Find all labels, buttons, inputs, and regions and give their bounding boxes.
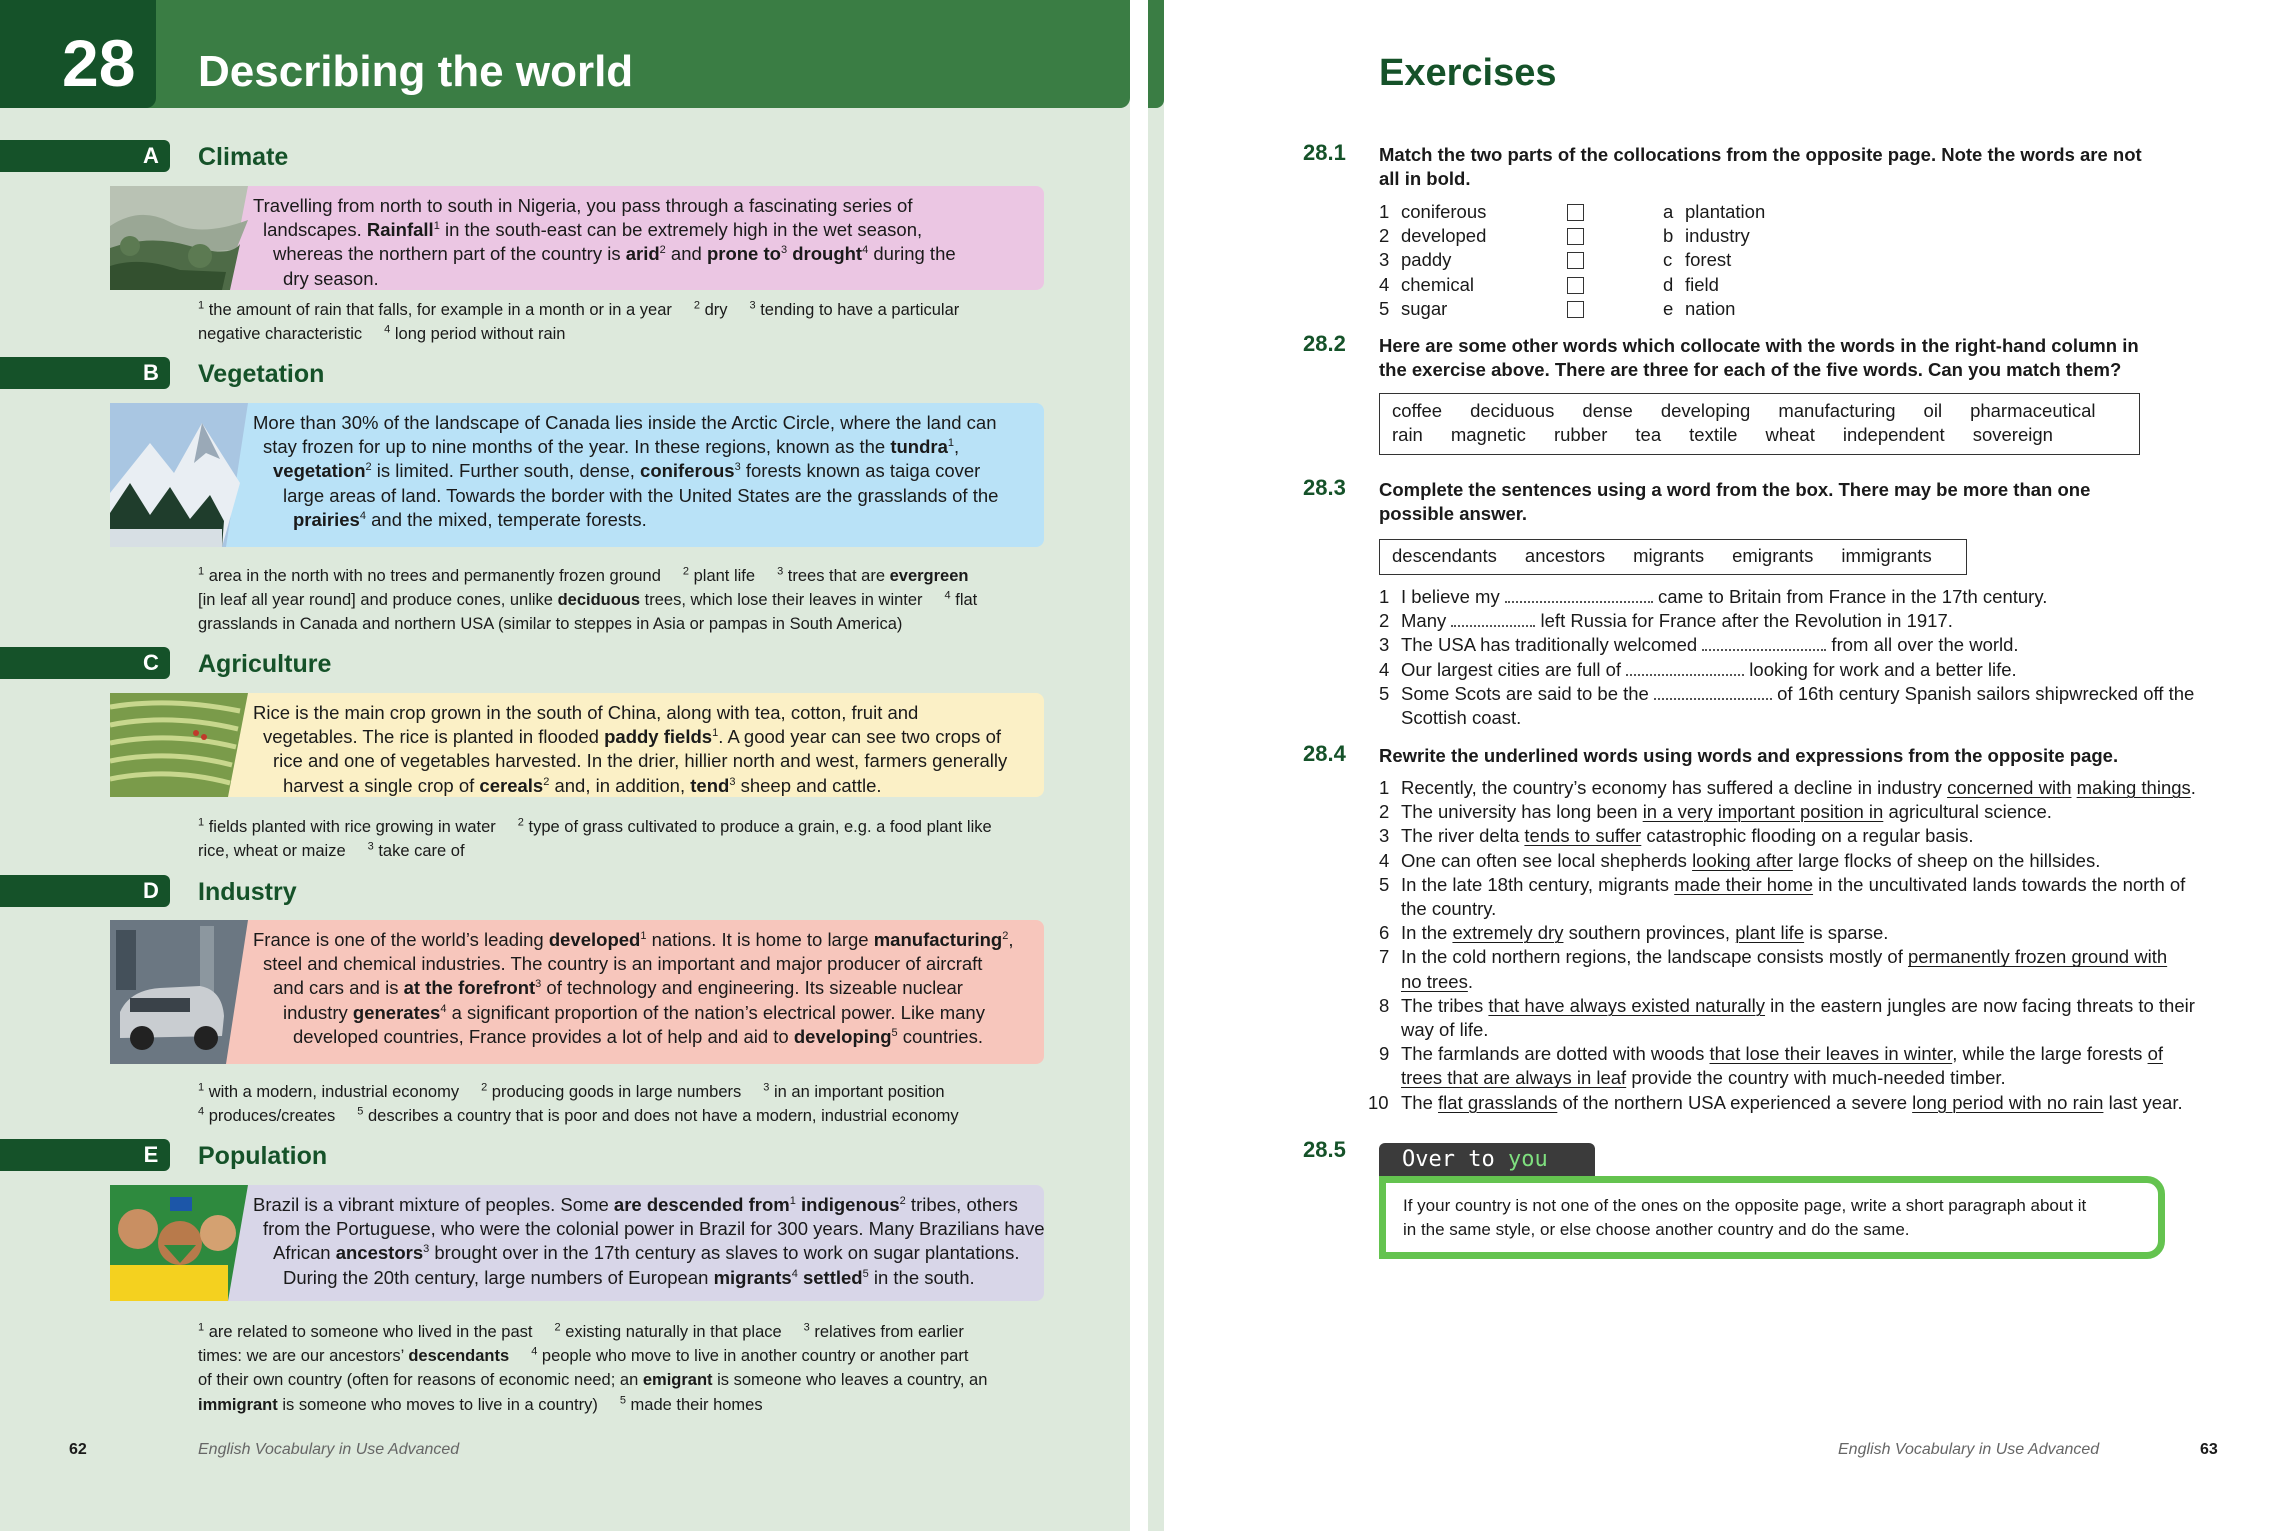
paragraph-line: Brazil is a vibrant mixture of peoples. Some are descended from$^1$ indigenous$^2$ tribes, others [253, 1194, 1018, 1215]
word-option: independent [1842, 424, 1945, 446]
gap-fill-sentence: 3 The USA has traditionally welcomed from all over the world. [1379, 634, 2019, 656]
paragraph-line: harvest a single crop of cereals$^2$ and, in addition, tend$^3$ sheep and cattle. [283, 774, 882, 796]
blank-field[interactable] [1654, 686, 1772, 700]
unit-title: Describing the world [198, 47, 634, 96]
rewrite-sentence-line: 7 In the cold northern regions, the landscape consists mostly of permanently frozen ground with [1379, 946, 2168, 968]
rewrite-sentence-line: 6 In the extremely dry southern provinces, plant life is sparse. [1379, 922, 1889, 944]
paragraph-line: African ancestors$^3$ brought over in the 17th century as slaves to work on sugar plantations. [273, 1242, 1020, 1264]
section-b-paragraph [253, 411, 1029, 532]
footnote-line: rice, wheat or maize $^3$ take care of [198, 840, 465, 861]
car-factory-photo [110, 920, 248, 1064]
section-e-footnotes [198, 1320, 1058, 1417]
section-c-textbox [110, 693, 1044, 797]
over-to-you-text [1403, 1194, 2086, 1242]
section-d-bar [0, 875, 170, 907]
word-option: deciduous [1470, 400, 1555, 421]
word-row [1392, 423, 2127, 447]
right-page-header-tab [1148, 0, 1164, 108]
paragraph-line: prairies$^4$ and the mixed, temperate forests. [293, 508, 647, 530]
paragraph-line: landscapes. Rainfall$^1$ in the south-east can be extremely high in the wet season, [263, 219, 923, 241]
section-a-bar [0, 140, 170, 172]
word-option: rain [1392, 424, 1423, 446]
rewrite-sentence-line: 10 The flat grasslands of the northern USA experienced a severe long period with no rain last year. [1368, 1091, 2183, 1113]
over-to-you-tab [1379, 1143, 1595, 1176]
match-right-item: b industry [1663, 225, 1750, 247]
footnote-line: [in leaf all year round] and produce cones, unlike deciduous trees, which lose their leaves in winter $^4$ flat [198, 589, 978, 610]
footnote-line: negative characteristic $^4$ long period without rain [198, 323, 566, 344]
word-option: ancestors [1524, 545, 1606, 566]
paragraph-line: rice and one of vegetables harvested. In the drier, hillier north and west, farmers generally [273, 750, 1008, 772]
section-title-vegetation: Vegetation [198, 360, 325, 388]
exercise-number: 28.3 [1303, 475, 1346, 500]
right-page-number: 63 [2200, 1441, 2218, 1458]
gap-fill-sentence: 2 Many left Russia for France after the Revolution in 1917. [1379, 610, 1953, 632]
paragraph-line: During the 20th century, large numbers of European migrants$^4$ settled$^5$ in the south. [283, 1266, 975, 1288]
section-a-paragraph [253, 194, 1029, 291]
rewrite-sentence-line: 1 Recently, the country’s economy has suffered a decline in industry concerned with making things. [1379, 777, 2196, 798]
footnote-line: of their own country (often for reasons of economic need; an emigrant is someone who leaves a country, an [198, 1371, 988, 1390]
section-c-footnotes [198, 815, 1058, 863]
rewrite-sentence-line: 9 The farmlands are dotted with woods that lose their leaves in winter, while the large forests of [1379, 1043, 2163, 1065]
gutter-strip [1148, 0, 1164, 1531]
exercise-28-2-instructions [1379, 334, 2179, 382]
exercise-number: 28.1 [1303, 140, 1346, 165]
blank-field[interactable] [1505, 589, 1653, 603]
word-option: emigrants [1732, 545, 1814, 566]
instruction-line: all in bold. [1379, 168, 1471, 190]
left-book-title: English Vocabulary in Use Advanced [198, 1441, 460, 1458]
gap-fill-sentence: 1 I believe my came to Britain from France in the 17th century. [1379, 586, 2048, 607]
paragraph-line: large areas of land. Towards the border with the United States are the grasslands of the [283, 484, 999, 506]
answer-checkbox[interactable] [1567, 301, 1584, 318]
paragraph-line: from the Portuguese, who were the colonial power in Brazil for 300 years. Many Brazilians have [263, 1218, 1045, 1240]
rewrite-sentence-line: 5 In the late 18th century, migrants made their home in the uncultivated lands towards the north of [1379, 873, 2186, 895]
instruction-line: If your country is not one of the ones on the opposite page, write a short paragraph about it [1403, 1196, 2087, 1215]
paragraph-line: Rice is the main crop grown in the south of China, along with tea, cotton, fruit and [253, 702, 919, 723]
exercise-28-2-word-box [1379, 393, 2140, 455]
exercise-28-1-instructions [1379, 143, 2179, 191]
section-b-textbox [110, 403, 1044, 547]
section-title-population: Population [198, 1142, 328, 1170]
word-option: descendants [1392, 545, 1497, 566]
word-option: immigrants [1841, 545, 1932, 566]
brazilian-fans-photo [110, 1185, 248, 1301]
match-left-item: 5 sugar [1379, 297, 1448, 319]
answer-checkbox[interactable] [1567, 277, 1584, 294]
section-title-agriculture: Agriculture [198, 650, 332, 678]
word-option: pharmaceutical [1970, 400, 2096, 421]
section-a-textbox [110, 186, 1044, 290]
footnote-line: $^1$ with a modern, industrial economy $^2$ producing goods in large numbers $^3$ in an important position [198, 1081, 945, 1101]
paragraph-line: More than 30% of the landscape of Canada lies inside the Arctic Circle, where the land can [253, 412, 997, 433]
blank-field[interactable] [1451, 613, 1535, 627]
exercises-title: Exercises [1379, 52, 1557, 94]
word-option: sovereign [1972, 424, 2053, 446]
instruction-line: possible answer. [1379, 503, 1528, 525]
instruction-line: Rewrite the underlined words using words and expressions from the opposite page. [1379, 745, 2119, 766]
section-d-textbox [110, 920, 1044, 1064]
instruction-line: Here are some other words which collocate with the words in the right-hand column in [1379, 335, 2139, 356]
gap-fill-continuation: Scottish coast. [1401, 707, 1522, 728]
paragraph-line: steel and chemical industries. The country is an important and major producer of aircraft [263, 953, 983, 975]
word-option: manufacturing [1778, 400, 1896, 421]
instruction-line: the exercise above. There are three for each of the five words. Can you match them? [1379, 359, 2122, 381]
section-letter: E [143, 1142, 159, 1167]
instruction-line: Complete the sentences using a word from the box. There may be more than one [1379, 479, 2091, 500]
instruction-line: Match the two parts of the collocations from the opposite page. Note the words are not [1379, 144, 2142, 165]
answer-checkbox[interactable] [1567, 228, 1584, 245]
right-book-title: English Vocabulary in Use Advanced [1838, 1441, 2100, 1458]
section-d-footnotes [198, 1080, 1058, 1128]
rewrite-sentence-line: the country. [1401, 898, 1497, 919]
footnote-line: $^4$ produces/creates $^5$ describes a country that is poor and does not have a modern, industrial economy [198, 1105, 959, 1126]
over-to-label: Over to [1402, 1147, 1508, 1172]
rewrite-sentence-line: 4 One can often see local shepherds looking after large flocks of sheep on the hillsides. [1379, 849, 2101, 871]
word-option: coffee [1392, 400, 1443, 421]
misty-forest-photo [110, 186, 248, 290]
word-option: dense [1582, 400, 1633, 421]
section-e-paragraph [253, 1193, 1045, 1290]
section-letter: B [143, 360, 159, 385]
exercise-number: 28.4 [1303, 741, 1346, 766]
word-option: magnetic [1450, 424, 1526, 446]
section-b-footnotes [198, 564, 1058, 637]
paragraph-line: and cars and is at the forefront$^3$ of technology and engineering. Its sizeable nuclear [273, 977, 963, 999]
section-title-industry: Industry [198, 878, 297, 906]
paragraph-line: vegetation$^2$ is limited. Further south, dense, coniferous$^3$ forests known as taiga cover [273, 460, 981, 482]
exercise-number: 28.5 [1303, 1137, 1346, 1162]
section-letter: C [143, 650, 159, 675]
exercise-28-3-instructions [1379, 478, 2179, 526]
rewrite-sentence-line: 3 The river delta tends to suffer catastrophic flooding on a regular basis. [1379, 825, 1974, 847]
exercise-number: 28.2 [1303, 331, 1346, 356]
word-option: rubber [1553, 424, 1608, 446]
paragraph-line: industry generates$^4$ a significant proportion of the nation’s electrical power. Like many [283, 1001, 985, 1023]
exercise-28-4-instructions [1379, 744, 2179, 768]
exercise-28-3-word-box [1379, 539, 1967, 575]
footnote-line: grasslands in Canada and northern USA (similar to steppes in Asia or pampas in South America) [198, 615, 903, 634]
left-page-number: 62 [69, 1441, 87, 1458]
footnote-line: $^1$ fields planted with rice growing in water $^2$ type of grass cultivated to produce a grain, e.g. a food plant like [198, 816, 992, 836]
answer-checkbox[interactable] [1567, 204, 1584, 221]
match-right-item: a plantation [1663, 201, 1766, 222]
footnote-line: $^1$ are related to someone who lived in the past $^2$ existing naturally in that place $^3$ relatives from earlier [198, 1321, 964, 1341]
word-option: tea [1635, 424, 1662, 446]
section-letter: D [143, 878, 159, 903]
paragraph-line: stay frozen for up to nine months of the year. In these regions, known as the tundra$^1$, [263, 436, 960, 458]
section-b-bar [0, 357, 170, 389]
footnote-line: times: we are our ancestors’ descendants $^4$ people who move to live in another country or another part [198, 1345, 969, 1366]
section-letter: A [143, 143, 159, 168]
section-c-paragraph [253, 701, 1029, 798]
instruction-line: in the same style, or else choose another country and do the same. [1403, 1220, 1910, 1239]
section-e-bar [0, 1139, 170, 1171]
section-c-bar [0, 647, 170, 679]
word-option: oil [1923, 400, 1943, 421]
answer-checkbox[interactable] [1567, 252, 1584, 269]
gap-fill-sentence: 5 Some Scots are said to be the of 16th century Spanish sailors shipwrecked off the [1379, 682, 2195, 704]
rewrite-sentence-line: 2 The university has long been in a very important position in agricultural science. [1379, 801, 2052, 823]
match-left-item: 1 coniferous [1379, 201, 1487, 222]
blank-field[interactable] [1626, 662, 1744, 676]
paragraph-line: vegetables. The rice is planted in flooded paddy fields$^1$. A good year can see two crops of [263, 726, 1001, 748]
section-e-textbox [110, 1185, 1044, 1301]
paragraph-line: France is one of the world’s leading developed$^1$ nations. It is home to large manufacturing$^2$, [253, 929, 1014, 950]
match-right-item: d field [1663, 273, 1719, 295]
rewrite-sentence-line: trees that are always in leaf provide the country with much-needed timber. [1401, 1067, 2006, 1089]
section-d-paragraph [253, 928, 1029, 1049]
rewrite-sentence-line: way of life. [1401, 1019, 1489, 1040]
word-option: developing [1660, 400, 1751, 421]
word-option: migrants [1633, 545, 1705, 566]
footnote-line: $^1$ the amount of rain that falls, for example in a month or in a year $^2$ dry $^3$ tending to have a particular [198, 299, 960, 319]
snowy-mountain-photo [110, 403, 248, 547]
match-left-item: 3 paddy [1379, 249, 1452, 271]
gap-fill-sentence: 4 Our largest cities are full of looking for work and a better life. [1379, 658, 2017, 680]
unit-number: 28 [62, 26, 136, 100]
match-left-item: 2 developed [1379, 225, 1487, 247]
rewrite-sentence-line: no trees. [1401, 970, 1473, 992]
unit-number-box [0, 0, 156, 108]
match-right-item: e nation [1663, 297, 1736, 319]
over-to-you-box [1379, 1176, 2165, 1259]
word-option: textile [1689, 424, 1738, 446]
match-right-item: c forest [1663, 249, 1732, 271]
paragraph-line: developed countries, France provides a lot of help and aid to developing$^5$ countries. [293, 1025, 983, 1047]
word-option: wheat [1765, 424, 1815, 446]
paragraph-line: dry season. [283, 267, 379, 289]
rice-terraces-photo [110, 693, 248, 797]
rewrite-sentence-line: 8 The tribes that have always existed naturally in the eastern jungles are now facing threats to their [1379, 994, 2195, 1016]
blank-field[interactable] [1702, 637, 1826, 651]
footnote-line: $^1$ area in the north with no trees and permanently frozen ground $^2$ plant life $^3$ trees that are evergreen [198, 565, 969, 585]
footnote-line: immigrant is someone who moves to live in a country) $^5$ made their homes [198, 1394, 763, 1414]
section-title-climate: Climate [198, 143, 289, 171]
word-row [1392, 399, 2127, 423]
paragraph-line: whereas the northern part of the country is arid$^2$ and prone $to^3$ drought$^4$ during the [273, 243, 956, 265]
over-you-label: you [1507, 1147, 1548, 1172]
section-a-footnotes [198, 298, 1058, 346]
match-left-item: 4 chemical [1379, 273, 1474, 295]
paragraph-line: Travelling from north to south in Nigeria, you pass through a fascinating series of [253, 195, 913, 216]
